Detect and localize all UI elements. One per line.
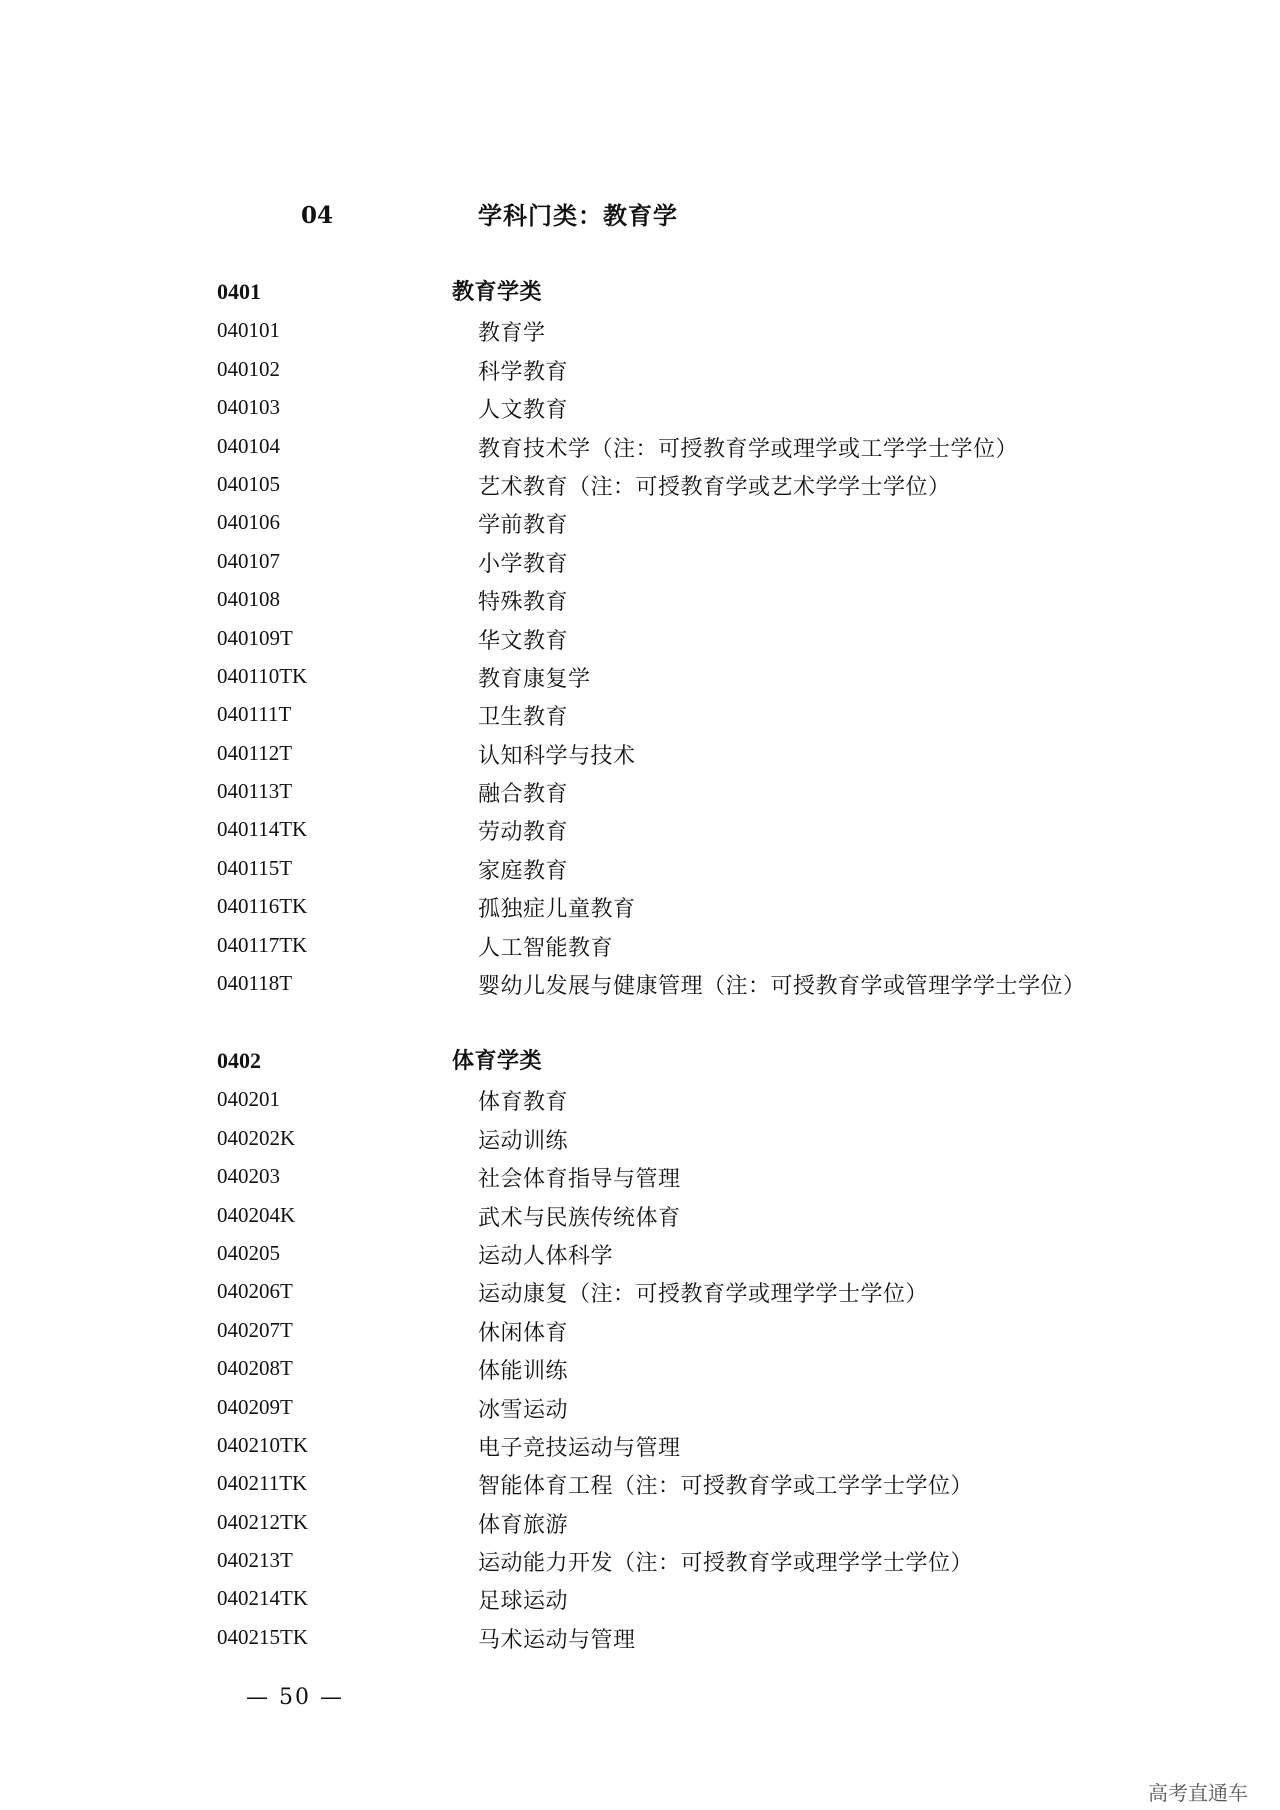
major-name: 冰雪运动 bbox=[478, 1397, 569, 1423]
major-name: 电子竞技运动与管理 bbox=[478, 1435, 681, 1461]
major-list bbox=[0, 312, 1280, 1003]
major-row bbox=[0, 351, 1280, 389]
major-name: 社会体育指导与管理 bbox=[478, 1167, 681, 1193]
major-name: 运动人体科学 bbox=[478, 1243, 614, 1269]
major-name: 劳动教育 bbox=[478, 820, 569, 846]
major-row bbox=[0, 888, 1280, 926]
major-name: 教育技术学（注：可授教育学或理学或工学学士学位） bbox=[478, 436, 1019, 462]
major-code: 040109T bbox=[217, 625, 293, 650]
category-code: 04 bbox=[301, 202, 334, 229]
major-name: 科学教育 bbox=[478, 359, 569, 385]
group-name: 教育学类 bbox=[452, 279, 543, 305]
major-code: 040212TK bbox=[217, 1509, 308, 1534]
major-code: 040215TK bbox=[217, 1624, 308, 1649]
major-name: 家庭教育 bbox=[478, 858, 569, 884]
major-row bbox=[0, 312, 1280, 350]
major-row bbox=[0, 1235, 1280, 1273]
major-row bbox=[0, 658, 1280, 696]
major-row bbox=[0, 811, 1280, 849]
major-code: 040103 bbox=[217, 395, 280, 420]
major-code: 040104 bbox=[217, 433, 280, 458]
major-code: 040206T bbox=[217, 1279, 293, 1304]
major-name: 运动训练 bbox=[478, 1128, 569, 1154]
group-section bbox=[0, 274, 1280, 1003]
major-name: 休闲体育 bbox=[478, 1320, 569, 1346]
major-row bbox=[0, 1427, 1280, 1465]
major-row bbox=[0, 1542, 1280, 1580]
major-row bbox=[0, 1158, 1280, 1196]
major-name: 学前教育 bbox=[478, 513, 569, 539]
major-row bbox=[0, 696, 1280, 734]
major-name: 孤独症儿童教育 bbox=[478, 897, 636, 923]
group-code: 0401 bbox=[217, 279, 261, 304]
major-row bbox=[0, 389, 1280, 427]
watermark-text: 高考直通车 bbox=[1148, 1781, 1248, 1805]
major-code: 040118T bbox=[217, 971, 293, 996]
major-name: 足球运动 bbox=[478, 1589, 569, 1615]
major-code: 040110TK bbox=[217, 663, 308, 688]
major-name: 武术与民族传统体育 bbox=[478, 1205, 681, 1231]
major-code: 040108 bbox=[217, 587, 280, 612]
major-code: 040207T bbox=[217, 1317, 293, 1342]
major-row bbox=[0, 927, 1280, 965]
major-list bbox=[0, 1081, 1280, 1657]
major-name: 小学教育 bbox=[478, 551, 569, 577]
major-name: 运动康复（注：可授教育学或理学学士学位） bbox=[478, 1282, 929, 1308]
major-row bbox=[0, 620, 1280, 658]
major-code: 040112T bbox=[217, 740, 293, 765]
major-code: 040201 bbox=[217, 1087, 280, 1112]
major-code: 040102 bbox=[217, 356, 280, 381]
major-code: 040209T bbox=[217, 1394, 293, 1419]
major-row bbox=[0, 1465, 1280, 1503]
major-code: 040111T bbox=[217, 702, 292, 727]
major-code: 040114TK bbox=[217, 817, 308, 842]
major-name: 卫生教育 bbox=[478, 705, 569, 731]
major-name: 融合教育 bbox=[478, 782, 569, 808]
major-code: 040202K bbox=[217, 1125, 296, 1150]
major-row bbox=[0, 466, 1280, 504]
major-row bbox=[0, 1081, 1280, 1119]
major-code: 040205 bbox=[217, 1240, 280, 1265]
major-code: 040116TK bbox=[217, 894, 308, 919]
major-row bbox=[0, 1619, 1280, 1657]
group-code: 0402 bbox=[217, 1048, 261, 1073]
major-name: 人工智能教育 bbox=[478, 935, 614, 961]
major-name: 艺术教育（注：可授教育学或艺术学学士学位） bbox=[478, 474, 951, 500]
major-row bbox=[0, 773, 1280, 811]
major-code: 040106 bbox=[217, 510, 280, 535]
page-number: — 50 — bbox=[246, 1685, 344, 1710]
major-code: 040117TK bbox=[217, 932, 308, 957]
major-row bbox=[0, 1197, 1280, 1235]
major-name: 智能体育工程（注：可授教育学或工学学士学位） bbox=[478, 1474, 974, 1500]
major-code: 040113T bbox=[217, 779, 293, 804]
major-name: 体育教育 bbox=[478, 1090, 569, 1116]
major-code: 040208T bbox=[217, 1356, 293, 1381]
major-row bbox=[0, 1350, 1280, 1388]
major-code: 040203 bbox=[217, 1164, 280, 1189]
major-code: 040211TK bbox=[217, 1471, 308, 1496]
major-code: 040213T bbox=[217, 1548, 293, 1573]
group-section bbox=[0, 1043, 1280, 1657]
major-code: 040115T bbox=[217, 855, 293, 880]
major-row bbox=[0, 1312, 1280, 1350]
major-code: 040105 bbox=[217, 471, 280, 496]
major-row bbox=[0, 735, 1280, 773]
major-row bbox=[0, 1580, 1280, 1618]
major-name: 教育学 bbox=[478, 321, 546, 347]
major-row bbox=[0, 850, 1280, 888]
category-heading bbox=[0, 198, 1280, 234]
major-name: 人文教育 bbox=[478, 398, 569, 424]
major-code: 040210TK bbox=[217, 1432, 308, 1457]
major-name: 教育康复学 bbox=[478, 666, 591, 692]
major-code: 040204K bbox=[217, 1202, 296, 1227]
group-name: 体育学类 bbox=[452, 1048, 543, 1074]
category-title: 学科门类：教育学 bbox=[478, 201, 678, 230]
major-row bbox=[0, 1504, 1280, 1542]
major-code: 040107 bbox=[217, 548, 280, 573]
major-row bbox=[0, 543, 1280, 581]
major-name: 认知科学与技术 bbox=[478, 743, 636, 769]
major-row bbox=[0, 1120, 1280, 1158]
major-code: 040101 bbox=[217, 318, 280, 343]
major-row bbox=[0, 504, 1280, 542]
group-header bbox=[0, 1043, 1280, 1081]
major-row bbox=[0, 1273, 1280, 1311]
major-name: 体育旅游 bbox=[478, 1512, 569, 1538]
major-name: 婴幼儿发展与健康管理（注：可授教育学或管理学学士学位） bbox=[478, 974, 1086, 1000]
major-name: 马术运动与管理 bbox=[478, 1627, 636, 1653]
major-name: 运动能力开发（注：可授教育学或理学学士学位） bbox=[478, 1551, 974, 1577]
major-code: 040214TK bbox=[217, 1586, 308, 1611]
major-row bbox=[0, 428, 1280, 466]
major-row bbox=[0, 581, 1280, 619]
major-row bbox=[0, 965, 1280, 1003]
major-name: 华文教育 bbox=[478, 628, 569, 654]
major-name: 特殊教育 bbox=[478, 590, 569, 616]
group-header bbox=[0, 274, 1280, 312]
major-name: 体能训练 bbox=[478, 1359, 569, 1385]
major-row bbox=[0, 1389, 1280, 1427]
